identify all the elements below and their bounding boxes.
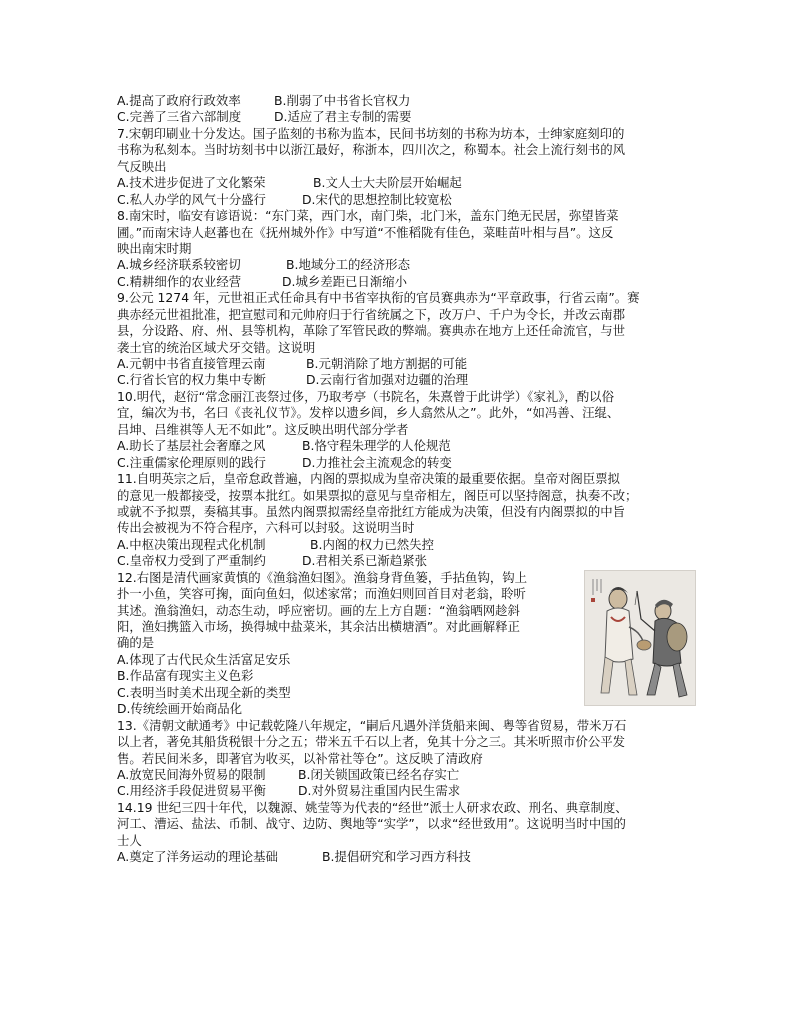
q7-option-b: B.文人士大夫阶层开始崛起 bbox=[313, 175, 462, 191]
q10-option-c: C.注重儒家伦理原则的践行 bbox=[117, 454, 266, 470]
q14-stem-line: 14.19 世纪三四十年代，以魏源、姚莹等为代表的“经世”派士人研求农政、刑名、典章制度、 bbox=[117, 799, 628, 815]
q13-stem-line: 13.《清朝文献通考》中记载乾隆八年规定，“嗣后凡遇外洋货船来闽、粤等省贸易，带米万石 bbox=[117, 717, 627, 733]
q9-stem-line: 9.公元 1274 年，元世祖正式任命具有中书省宰执衔的官员赛典赤为“平章政事，行省云南”。赛 bbox=[117, 290, 640, 306]
q9-option-c: C.行省长官的权力集中专断 bbox=[117, 372, 266, 388]
q7-stem-line: 书称为私刻本。当时坊刻书中以浙江最好，称浙本，四川次之，称蜀本。社会上流行刻书的风 bbox=[117, 142, 626, 158]
q12-option-c: C.表明当时美术出现全新的类型 bbox=[117, 684, 291, 700]
q8-options-row-2 bbox=[117, 274, 677, 290]
q14-option-a: A.奠定了洋务运动的理论基础 bbox=[117, 849, 278, 865]
q10-option-d: D.力推社会主流观念的转变 bbox=[302, 454, 452, 470]
q11-option-a: A.中枢决策出现程式化机制 bbox=[117, 536, 266, 552]
q13-stem-line: 以上者，著免其船货税银十分之五；带米五千石以上者，免其十分之三。其米听照市价公平发 bbox=[117, 734, 626, 750]
q14-options-row-1 bbox=[117, 849, 677, 865]
q12-stem-line: 其述。渔翁渔妇，动态生动，呼应密切。画的左上方自题：“渔翁晒网趁斜 bbox=[117, 602, 520, 618]
q13-option-b: B.闭关锁国政策已经名存实亡 bbox=[298, 766, 460, 782]
q8-stem-line: 映出南宋时期 bbox=[117, 240, 192, 256]
q11-options-row-2 bbox=[117, 553, 677, 569]
q9-option-b: B.元朝消除了地方割据的可能 bbox=[306, 356, 468, 371]
q6-option-a: A.提高了政府行政效率 bbox=[117, 93, 241, 108]
q11-option-d: D.君相关系已渐趋紧张 bbox=[302, 553, 427, 569]
q13-option-d: D.对外贸易注重国内民生需求 bbox=[298, 783, 461, 799]
q8-stem-line: 圃。”而南宋诗人赵蕃也在《抚州城外作》中写道“不惟稻陇有佳色，菜畦苗叶相与昌”。这反 bbox=[117, 224, 614, 240]
q12-stem-line: 确的是 bbox=[117, 635, 155, 651]
q8-option-b: B.地域分工的经济形态 bbox=[286, 257, 410, 273]
q6-option-d: D.适应了君主专制的需要 bbox=[274, 109, 412, 125]
painting-figure-icon bbox=[584, 570, 696, 706]
q6-options-row-1 bbox=[117, 93, 677, 109]
q10-option-b: B.恪守程朱理学的人伦规范 bbox=[302, 438, 451, 454]
q8-option-a: A.城乡经济联系较密切 bbox=[117, 257, 241, 273]
q9-option-a: A.元朝中书省直接管理云南 bbox=[117, 356, 266, 371]
q7-option-d: D.宋代的思想控制比较宽松 bbox=[302, 191, 452, 207]
q12-stem-line: 扑一小鱼，笑容可掬，面向鱼妇，似述家常；而渔妇则回首目对老翁，聆听 bbox=[117, 586, 526, 602]
q12-option-b: B.作品富有现实主义色彩 bbox=[117, 668, 254, 684]
q11-options-row-1 bbox=[117, 537, 677, 553]
q7-option-c: C.私人办学的风气十分盛行 bbox=[117, 191, 266, 207]
q14-stem-line: 士人 bbox=[117, 832, 142, 848]
q10-stem-line: 10.明代，赵衍“常念丽江丧祭过侈，乃取考亭（书院名，朱熹曾于此讲学）《家礼》，酌以俗 bbox=[117, 388, 614, 404]
q10-stem-line: 吕坤、吕维祺等人无不如此”。这反映出明代部分学者 bbox=[117, 421, 409, 437]
q13-options-row-2 bbox=[117, 783, 677, 799]
q11-option-b: B.内阁的权力已然失控 bbox=[310, 536, 434, 552]
q7-option-a: A.技术进步促进了文化繁荣 bbox=[117, 175, 266, 191]
q10-option-a: A.助长了基层社会奢靡之风 bbox=[117, 438, 266, 454]
q10-options-row-2 bbox=[117, 455, 677, 471]
q9-stem-line: 袭土官的统治区域犬牙交错。这说明 bbox=[117, 339, 316, 355]
q13-options-row-1 bbox=[117, 767, 677, 783]
q6-option-b: B.削弱了中书省长官权力 bbox=[274, 93, 411, 108]
q13-stem-line: 售。若民间米多，即著官为收买，以补常社等仓”。这反映了清政府 bbox=[117, 750, 483, 766]
q9-option-d: D.云南行省加强对边疆的治理 bbox=[306, 372, 469, 388]
q10-options-row-1 bbox=[117, 438, 677, 454]
q11-stem-line: 的意见一般都接受，按票本批红。如果票拟的意见与皇帝相左，阁臣可以坚持阁意，执奏不改； bbox=[117, 487, 638, 503]
q6-options-row-2 bbox=[117, 109, 677, 125]
q13-option-a: A.放宽民间海外贸易的限制 bbox=[117, 766, 266, 782]
q8-stem-line: 8.南宋时，临安有谚语说：“东门菜，西门水，南门柴，北门米，盖东门绝无民居，弥望皆菜 bbox=[117, 208, 619, 224]
q12-block bbox=[117, 570, 677, 718]
q10-stem-line: 宜，编次为书，名曰《丧礼仪节》。发梓以遗乡闾，乡人翕然从之”。此外，“如冯善、汪绲、 bbox=[117, 405, 620, 421]
exam-page bbox=[117, 93, 677, 866]
q9-stem-line: 典赤经元世祖批准，把宣慰司和元帅府归于行省统属之下，改万户、千户为令长，并改云南郡 bbox=[117, 306, 626, 322]
q11-stem-line: 11.自明英宗之后，皇帝怠政普遍，内阁的票拟成为皇帝决策的最重要依据。皇帝对阁臣票拟 bbox=[117, 471, 620, 487]
q7-options-row-2 bbox=[117, 192, 677, 208]
q7-stem-line: 7.宋朝印刷业十分发达。国子监刻的书称为监本，民间书坊刻的书称为坊本，士绅家庭刻印的 bbox=[117, 125, 625, 141]
q11-stem-line: 传出会被视为不符合程序，六科可以封驳。这说明当时 bbox=[117, 520, 415, 536]
q9-options-row-2 bbox=[117, 372, 677, 388]
q11-stem-line: 或就不予拟票，奏稿其事。虽然内阁票拟需经皇帝批红方能成为决策，但没有内阁票拟的中旨 bbox=[117, 503, 626, 519]
q8-option-d: D.城乡差距已日渐缩小 bbox=[282, 273, 407, 289]
q7-stem-line: 气反映出 bbox=[117, 158, 167, 174]
q9-options-row-1 bbox=[117, 356, 677, 372]
q6-option-c: C.完善了三省六部制度 bbox=[117, 109, 242, 125]
q8-option-c: C.精耕细作的农业经营 bbox=[117, 273, 242, 289]
q8-options-row-1 bbox=[117, 257, 677, 273]
q12-stem-line: 阳，渔妇携篮入市场，换得城中盐菜米，其余沽出横塘酒”。对此画解释正 bbox=[117, 619, 520, 634]
q7-options-row-1 bbox=[117, 175, 677, 191]
q11-option-c: C.皇帝权力受到了严重制约 bbox=[117, 553, 266, 569]
q13-option-c: C.用经济手段促进贸易平衡 bbox=[117, 783, 266, 799]
q14-stem-line: 河工、漕运、盐法、币制、战守、边防、舆地等“实学”，以求“经世致用”。这说明当时中国的 bbox=[117, 816, 626, 832]
q12-stem-line: 12.右图是清代画家黄慎的《渔翁渔妇图》。渔翁身背鱼篓，手拈鱼钩，钩上 bbox=[117, 569, 528, 585]
q12-option-a: A.体现了古代民众生活富足安乐 bbox=[117, 651, 291, 667]
q9-stem-line: 县，分设路、府、州、县等机构，革除了军管民政的弊端。赛典赤在地方上还任命流官，与世 bbox=[117, 323, 626, 339]
q14-option-b: B.提倡研究和学习西方科技 bbox=[322, 849, 471, 865]
q12-option-d: D.传统绘画开始商品化 bbox=[117, 701, 242, 717]
